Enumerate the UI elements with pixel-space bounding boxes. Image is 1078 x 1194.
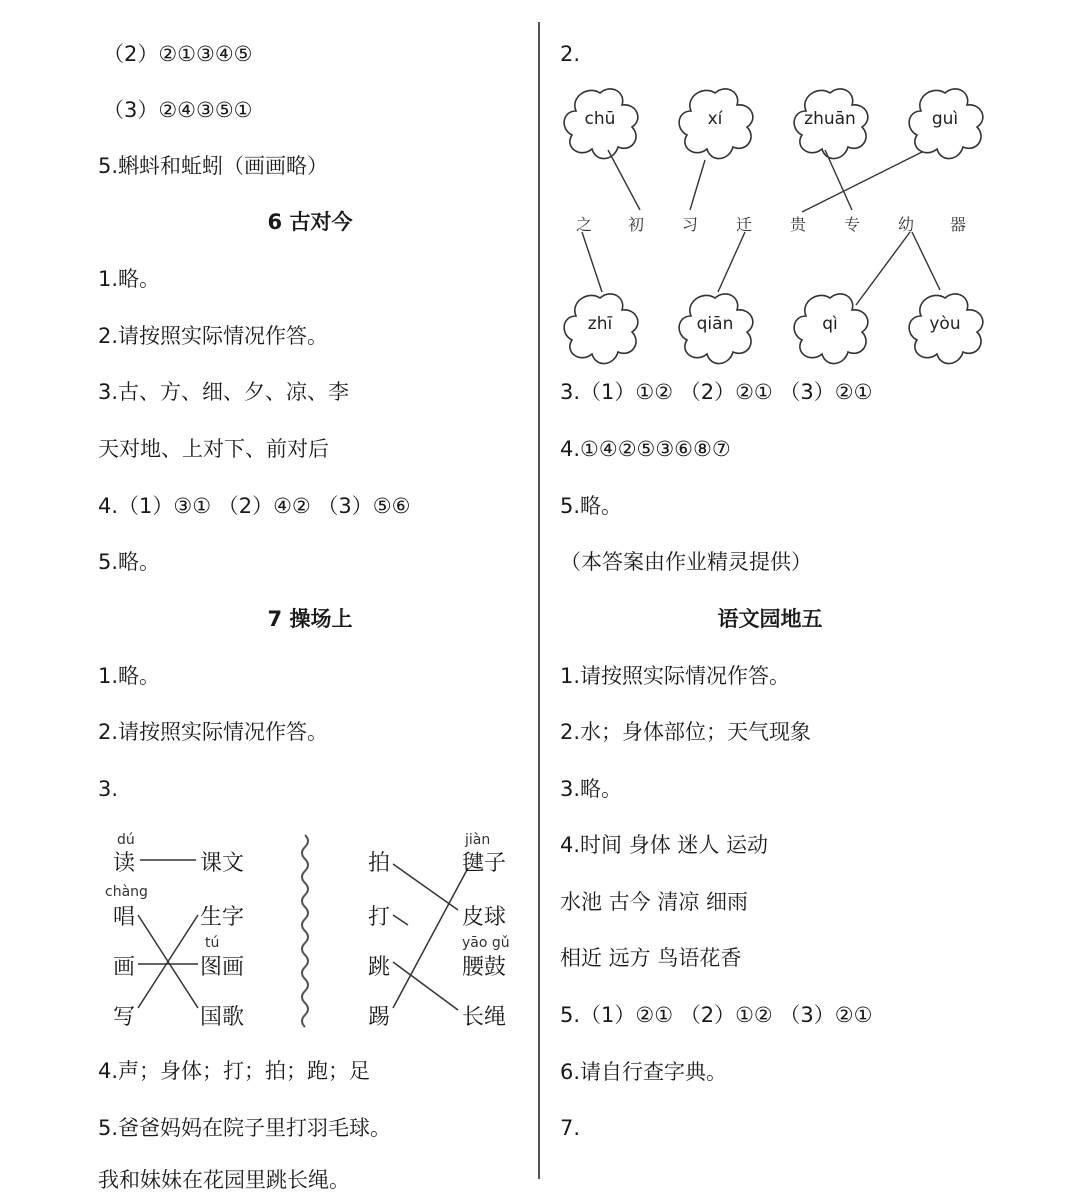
char: 图画 xyxy=(200,955,245,980)
flower-pinyin: zhī xyxy=(587,314,613,334)
flower-bottom xyxy=(560,290,640,360)
char: 生字 xyxy=(200,905,245,930)
flower-bottom xyxy=(675,290,755,360)
flower-pinyin: chū xyxy=(584,109,616,129)
flower-top xyxy=(790,85,870,155)
mid-char: 幼 xyxy=(898,215,915,234)
answer-line: 5.蝌蚪和蚯蚓（画画略） xyxy=(98,154,329,178)
char: 画 xyxy=(113,955,136,980)
char: 写 xyxy=(113,1005,136,1030)
flower-top xyxy=(905,85,985,155)
flower-pinyin: xí xyxy=(707,109,723,129)
answer-line: （2）②①③④⑤ xyxy=(103,42,253,66)
answer-line: 1.请按照实际情况作答。 xyxy=(560,664,791,688)
answer-line: 6.请自行查字典。 xyxy=(560,1060,728,1084)
pinyin: tú xyxy=(205,935,220,951)
flower-top xyxy=(560,85,640,155)
char: 课文 xyxy=(200,851,245,876)
answer-line: 4.声；身体；打；拍；跑；足 xyxy=(98,1059,371,1083)
char: 踢 xyxy=(368,1005,391,1030)
mid-char: 迁 xyxy=(736,215,753,234)
answer-line: 4.（1）③① （2）④② （3）⑤⑥ xyxy=(98,494,411,518)
char: 打 xyxy=(368,905,391,930)
char: 跳 xyxy=(368,955,391,980)
flower-bottom xyxy=(905,290,985,360)
answer-line: 我和妹妹在花园里跳长绳。 xyxy=(98,1168,350,1192)
answer-line: 4.时间 身体 迷人 运动 xyxy=(560,833,769,857)
char: 国歌 xyxy=(200,1005,245,1030)
section-heading: 7 操场上 xyxy=(267,607,353,631)
answer-line: 水池 古今 清凉 细雨 xyxy=(560,890,749,914)
answer-line: 3.（1）①② （2）②① （3）②① xyxy=(560,380,873,404)
pinyin: dú xyxy=(117,832,135,848)
answer-line: 天对地、上对下、前对后 xyxy=(98,437,329,461)
matching-figure xyxy=(0,0,538,1179)
answer-source-note: （本答案由作业精灵提供） xyxy=(560,550,812,574)
answer-line: 相近 远方 鸟语花香 xyxy=(560,946,742,970)
flower-pinyin: qiān xyxy=(696,314,734,334)
section-heading: 语文园地五 xyxy=(717,607,823,631)
flower-diagram xyxy=(540,0,1078,380)
answer-line: 5.略。 xyxy=(98,550,161,574)
flower-top xyxy=(675,85,755,155)
answer-line: 1.略。 xyxy=(98,267,161,291)
char: 毽子 xyxy=(462,851,507,876)
matching-lines xyxy=(0,0,538,1179)
answer-line: 2.水；身体部位；天气现象 xyxy=(560,720,812,744)
answer-line: 2. xyxy=(560,42,581,66)
answer-line: 3.古、方、细、夕、凉、李 xyxy=(98,380,350,404)
pinyin: jiàn xyxy=(465,832,491,848)
answer-line: 3.略。 xyxy=(560,777,623,801)
flower-bottom xyxy=(790,290,870,360)
flower-pinyin: guì xyxy=(931,109,959,129)
flower-pinyin: zhuān xyxy=(804,109,856,129)
answer-line: 1.略。 xyxy=(98,664,161,688)
mid-char: 习 xyxy=(682,215,699,234)
mid-char: 初 xyxy=(628,215,645,234)
mid-char: 贵 xyxy=(790,215,807,234)
answer-line: 5.（1）②① （2）①② （3）②① xyxy=(560,1003,873,1027)
mid-char: 专 xyxy=(844,215,861,234)
flower-pinyin: yòu xyxy=(929,314,961,334)
pinyin: yāo gǔ xyxy=(462,935,510,951)
section-heading: 6 古对今 xyxy=(267,210,353,234)
answer-line: 7. xyxy=(560,1116,581,1140)
char: 长绳 xyxy=(462,1005,507,1030)
char: 读 xyxy=(113,851,136,876)
answer-line: 5.略。 xyxy=(560,494,623,518)
pinyin: chàng xyxy=(105,884,148,900)
mid-char: 之 xyxy=(576,215,593,234)
mid-char: 器 xyxy=(950,215,967,234)
answer-line: 3. xyxy=(98,777,119,801)
char: 皮球 xyxy=(462,905,507,930)
answer-line: （3）②④③⑤① xyxy=(103,98,253,122)
char: 腰鼓 xyxy=(462,955,507,980)
answer-line: 2.请按照实际情况作答。 xyxy=(98,324,329,348)
answer-line: 5.爸爸妈妈在院子里打羽毛球。 xyxy=(98,1116,392,1140)
answer-line: 2.请按照实际情况作答。 xyxy=(98,720,329,744)
char: 拍 xyxy=(368,851,391,876)
flower-pinyin: qì xyxy=(822,314,838,334)
answer-line: 4.①④②⑤③⑥⑧⑦ xyxy=(560,437,731,461)
char: 唱 xyxy=(113,905,136,930)
